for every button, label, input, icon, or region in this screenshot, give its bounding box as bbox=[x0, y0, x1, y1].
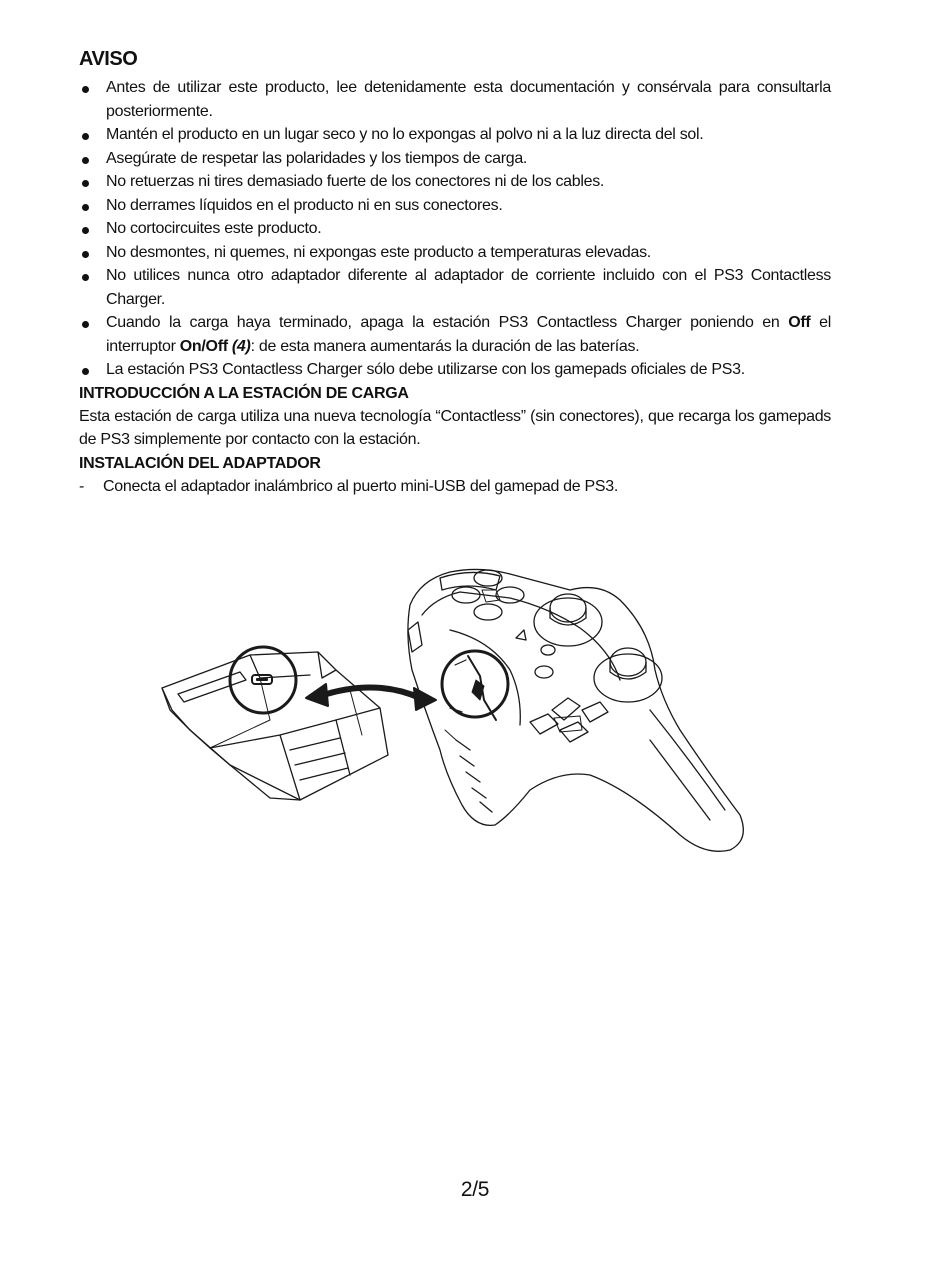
bullet-icon bbox=[82, 227, 89, 234]
warning-list bbox=[79, 76, 831, 382]
intro-paragraph: Esta estación de carga utiliza una nueva tecnología “Contactless” (sin conectores), que recarga los gamepads de PS3 simplemente por contacto con la estación. bbox=[79, 407, 831, 448]
bullet-icon bbox=[82, 204, 89, 211]
warning-item: Asegúrate de respetar las polaridades y los tiempos de carga. bbox=[79, 147, 831, 171]
warning-item: La estación PS3 Contactless Charger sólo debe utilizarse con los gamepads oficiales de PS3. bbox=[79, 358, 831, 382]
warning-item: No desmontes, ni quemes, ni expongas este producto a temperaturas elevadas. bbox=[79, 241, 831, 265]
warning-item: Antes de utilizar este producto, lee detenidamente esta documentación y consérvala para consultarla posteriormente. bbox=[79, 76, 831, 123]
warning-item: Mantén el producto en un lugar seco y no lo expongas al polvo ni a la luz directa del sol. bbox=[79, 123, 831, 147]
gamepad-port-callout bbox=[442, 651, 508, 720]
bullet-icon bbox=[82, 274, 89, 281]
warning-item: No retuerzas ni tires demasiado fuerte de los conectores ni de los cables. bbox=[79, 170, 831, 194]
warning-item: No derrames líquidos en el producto ni en sus conectores. bbox=[79, 194, 831, 218]
warning-item: No utilices nunca otro adaptador diferente al adaptador de corriente incluido con el PS3 Contactless Charger. bbox=[79, 264, 831, 311]
page-number: 2/5 bbox=[460, 1178, 490, 1201]
warning-heading: AVISO bbox=[79, 48, 138, 70]
bullet-icon bbox=[82, 86, 89, 93]
connect-arrow-icon bbox=[306, 684, 436, 710]
bullet-icon bbox=[82, 180, 89, 187]
install-step-text: Conecta el adaptador inalámbrico al puerto mini-USB del gamepad de PS3. bbox=[103, 477, 619, 495]
bullet-icon bbox=[82, 368, 89, 375]
warning-item: Cuando la carga haya terminado, apaga la estación PS3 Contactless Charger poniendo en Off el interruptor On/Off (4): de esta manera aumentarás la duración de las baterías. bbox=[79, 311, 831, 358]
station-port-callout bbox=[230, 647, 296, 713]
install-heading: INSTALACIÓN DEL ADAPTADOR bbox=[79, 454, 321, 472]
adapter-installation-illustration bbox=[150, 560, 760, 860]
bullet-icon bbox=[82, 321, 89, 328]
intro-heading: INTRODUCCIÓN A LA ESTACIÓN DE CARGA bbox=[79, 384, 409, 402]
charging-station-drawing bbox=[162, 652, 388, 800]
dash-marker: - bbox=[79, 477, 85, 495]
bullet-icon bbox=[82, 251, 89, 258]
content-column bbox=[79, 46, 831, 498]
install-step bbox=[79, 475, 831, 499]
bullet-icon bbox=[82, 133, 89, 140]
warning-item: No cortocircuites este producto. bbox=[79, 217, 831, 241]
bullet-icon bbox=[82, 157, 89, 164]
